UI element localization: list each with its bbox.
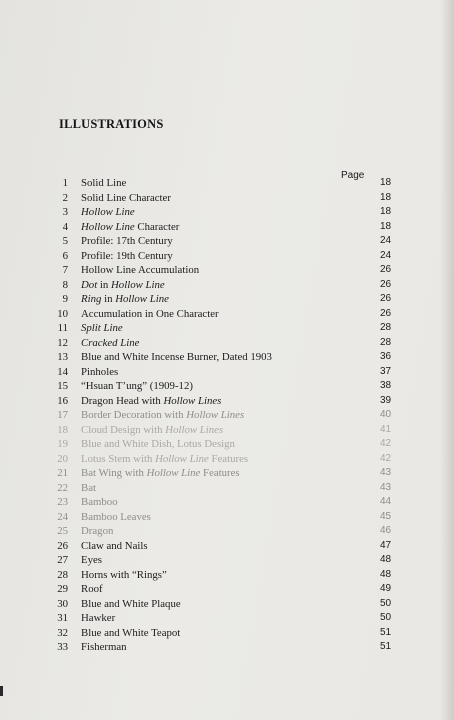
- page-number: 51: [380, 626, 392, 638]
- list-item: [0, 452, 454, 467]
- list-item: [0, 597, 454, 612]
- page-number: 26: [380, 264, 392, 275]
- illustration-number: 5: [62, 235, 68, 247]
- list-item: [0, 307, 454, 322]
- illustration-number: 32: [57, 626, 68, 639]
- title-segment: Bamboo: [81, 496, 118, 508]
- illustration-number: 9: [62, 293, 68, 305]
- illustration-number: 20: [57, 452, 68, 465]
- list-item: [0, 350, 454, 365]
- page-number: 36: [380, 351, 392, 362]
- illustration-number: 27: [57, 554, 68, 566]
- list-item: [0, 263, 454, 278]
- list-item: [0, 336, 454, 351]
- title-segment: in: [101, 293, 116, 305]
- list-item: [0, 611, 454, 626]
- title-segment: Blue and White Plaque: [81, 597, 181, 610]
- list-item: [0, 524, 454, 539]
- list-item: [0, 379, 454, 394]
- list-item: [0, 408, 454, 423]
- title-segment: Hawker: [81, 612, 116, 624]
- title-segment: Dragon Head with: [81, 394, 164, 407]
- page-number: 28: [380, 336, 392, 348]
- page-number: 39: [380, 394, 392, 406]
- illustration-title: [81, 191, 171, 206]
- page-number: 18: [380, 191, 392, 203]
- list-item: [0, 626, 454, 641]
- title-segment: Profile: 19th Century: [81, 249, 173, 262]
- page-number: 50: [380, 612, 392, 623]
- list-item: [0, 176, 454, 191]
- list-item: [0, 437, 454, 452]
- page-number: 42: [380, 452, 392, 464]
- title-italic-segment: Dot: [81, 278, 98, 291]
- illustration-title: [81, 263, 199, 278]
- illustration-title: [81, 278, 165, 293]
- title-italic-segment: Hollow Line: [81, 206, 135, 218]
- title-segment: Bat Wing with: [81, 467, 147, 479]
- page-number: 18: [380, 177, 392, 188]
- illustration-title: [81, 423, 223, 438]
- illustration-number: 13: [57, 351, 68, 363]
- title-italic-segment: Hollow Line: [111, 278, 165, 291]
- title-segment: Lotus Stem with: [81, 452, 156, 465]
- page-number: 44: [380, 496, 392, 507]
- title-segment: Eyes: [81, 554, 102, 566]
- illustration-title: [81, 307, 219, 322]
- illustration-title: [81, 321, 123, 336]
- page-number: 48: [380, 554, 392, 565]
- list-item: [0, 220, 454, 235]
- title-segment: Accumulation in One Character: [81, 307, 219, 320]
- illustration-title: [81, 640, 127, 655]
- illustration-number: 17: [57, 409, 68, 421]
- illustration-title: [81, 481, 96, 496]
- list-item: [0, 191, 454, 206]
- illustration-number: 24: [57, 510, 68, 523]
- title-segment: Blue and White Dish, Lotus Design: [81, 438, 235, 450]
- title-segment: Border Decoration with: [81, 409, 187, 421]
- illustration-title: [81, 394, 221, 409]
- page-number: 42: [380, 438, 392, 449]
- title-segment: Roof: [81, 583, 103, 595]
- illustration-number: 3: [62, 206, 68, 218]
- illustration-title: [81, 292, 169, 307]
- illustration-title: [81, 626, 180, 641]
- page-number: 48: [380, 568, 392, 580]
- page-number: 26: [380, 278, 392, 290]
- page-number: 37: [380, 365, 392, 377]
- title-segment: Fisherman: [81, 641, 127, 653]
- page-number: 45: [380, 510, 392, 522]
- list-item: [0, 292, 454, 307]
- illustration-number: 26: [57, 539, 68, 552]
- list-item: [0, 510, 454, 525]
- illustration-title: [81, 249, 173, 264]
- illustration-title: [81, 452, 248, 467]
- list-item: [0, 205, 454, 220]
- page-number: 41: [380, 423, 392, 435]
- title-italic-segment: Hollow Line: [115, 293, 169, 305]
- illustration-number: 6: [62, 249, 68, 262]
- illustration-title: [81, 495, 118, 510]
- illustration-title: [81, 466, 240, 481]
- list-item: [0, 423, 454, 438]
- page-number: 26: [380, 293, 392, 304]
- illustration-number: 25: [57, 525, 68, 537]
- page-number: 26: [380, 307, 392, 319]
- illustration-number: 8: [62, 278, 68, 291]
- list-item: [0, 321, 454, 336]
- page-number: 43: [380, 481, 392, 493]
- illustration-title: [81, 539, 148, 554]
- illustration-number: 4: [62, 220, 68, 233]
- illustration-title: [81, 350, 272, 365]
- page-number: 24: [380, 249, 392, 261]
- illustration-number: 33: [57, 641, 68, 653]
- illustration-title: [81, 176, 126, 191]
- title-segment: Bamboo Leaves: [81, 510, 151, 523]
- page-number: 40: [380, 409, 392, 420]
- illustration-number: 12: [57, 336, 68, 349]
- title-segment: Dragon: [81, 525, 114, 537]
- illustration-number: 28: [57, 568, 68, 581]
- title-segment: Features: [200, 467, 240, 479]
- page-number: 18: [380, 220, 392, 232]
- list-item: [0, 365, 454, 380]
- title-segment: Blue and White Incense Burner, Dated 1903: [81, 351, 272, 363]
- illustration-number: 21: [57, 467, 68, 479]
- illustration-title: [81, 611, 115, 626]
- illustration-number: 19: [57, 438, 68, 450]
- list-item: [0, 568, 454, 583]
- title-italic-segment: Hollow Line: [146, 467, 201, 479]
- illustration-number: 18: [57, 423, 68, 436]
- illustration-title: [81, 365, 118, 380]
- page-number: 47: [380, 539, 392, 551]
- illustrations-list: [0, 176, 454, 655]
- illustration-number: 1: [62, 177, 68, 189]
- list-item: [0, 234, 454, 249]
- list-item: [0, 582, 454, 597]
- illustration-number: 7: [62, 264, 68, 276]
- page-number: 46: [380, 525, 392, 536]
- illustration-number: 22: [57, 481, 68, 494]
- illustration-title: [81, 510, 151, 525]
- page-number: 43: [380, 467, 392, 478]
- illustration-title: [81, 220, 179, 235]
- title-segment: Features: [208, 452, 249, 465]
- page-number: 28: [380, 322, 392, 333]
- illustration-title: [81, 524, 113, 539]
- title-italic-segment: Cracked Line: [81, 336, 140, 349]
- page-number: 24: [380, 235, 392, 246]
- title-italic-segment: Hollow Line: [155, 452, 209, 465]
- page-title: ILLUSTRATIONS: [59, 117, 164, 131]
- illustration-number: 2: [62, 191, 68, 204]
- page-number: 38: [380, 380, 392, 391]
- illustration-number: 15: [57, 380, 68, 392]
- illustration-number: 31: [57, 612, 68, 624]
- title-italic-segment: Hollow Lines: [163, 394, 222, 407]
- title-segment: Claw and Nails: [81, 539, 148, 552]
- title-segment: Hollow Line Accumulation: [81, 264, 200, 276]
- illustration-title: [81, 437, 235, 452]
- list-item: [0, 640, 454, 655]
- illustration-title: [81, 408, 244, 423]
- title-segment: Pinholes: [81, 365, 119, 378]
- title-segment: Profile: 17th Century: [81, 235, 173, 247]
- title-italic-segment: Hollow Lines: [165, 423, 224, 436]
- illustration-number: 11: [57, 322, 68, 334]
- list-item: [0, 466, 454, 481]
- illustration-title: [81, 205, 135, 220]
- illustration-number: 23: [57, 496, 68, 508]
- page-number: 51: [380, 641, 392, 652]
- title-italic-segment: Hollow Lines: [186, 409, 245, 421]
- illustration-number: 14: [57, 365, 68, 378]
- title-segment: Solid Line: [81, 177, 127, 189]
- title-segment: Solid Line Character: [81, 191, 171, 204]
- illustration-title: [81, 336, 139, 351]
- illustration-number: 29: [57, 583, 68, 595]
- illustration-title: [81, 582, 103, 597]
- page-edge-mark: [0, 686, 3, 696]
- list-item: [0, 481, 454, 496]
- illustration-title: [81, 553, 102, 568]
- list-item: [0, 394, 454, 409]
- list-item: [0, 539, 454, 554]
- title-segment: Bat: [81, 481, 96, 494]
- title-segment: “Hsuan T’ung” (1909-12): [81, 380, 193, 392]
- page-column-label: Page: [341, 170, 365, 181]
- title-italic-segment: Ring: [81, 293, 102, 305]
- page-number: 18: [380, 206, 392, 217]
- title-italic-segment: Split Line: [81, 322, 123, 334]
- illustration-number: 16: [57, 394, 68, 407]
- illustration-number: 10: [57, 307, 68, 320]
- illustration-number: 30: [57, 597, 68, 610]
- list-item: [0, 249, 454, 264]
- illustration-title: [81, 597, 181, 612]
- title-segment: Horns with “Rings”: [81, 568, 167, 581]
- list-item: [0, 495, 454, 510]
- title-segment: Blue and White Teapot: [81, 626, 181, 639]
- illustration-title: [81, 568, 167, 583]
- title-segment: Character: [134, 220, 180, 233]
- title-italic-segment: Hollow Line: [81, 220, 135, 233]
- illustration-title: [81, 379, 193, 394]
- title-segment: Cloud Design with: [81, 423, 166, 436]
- list-item: [0, 278, 454, 293]
- title-segment: in: [97, 278, 111, 291]
- page-number: 50: [380, 597, 392, 609]
- list-item: [0, 553, 454, 568]
- page-number: 49: [380, 583, 392, 594]
- illustration-title: [81, 234, 173, 249]
